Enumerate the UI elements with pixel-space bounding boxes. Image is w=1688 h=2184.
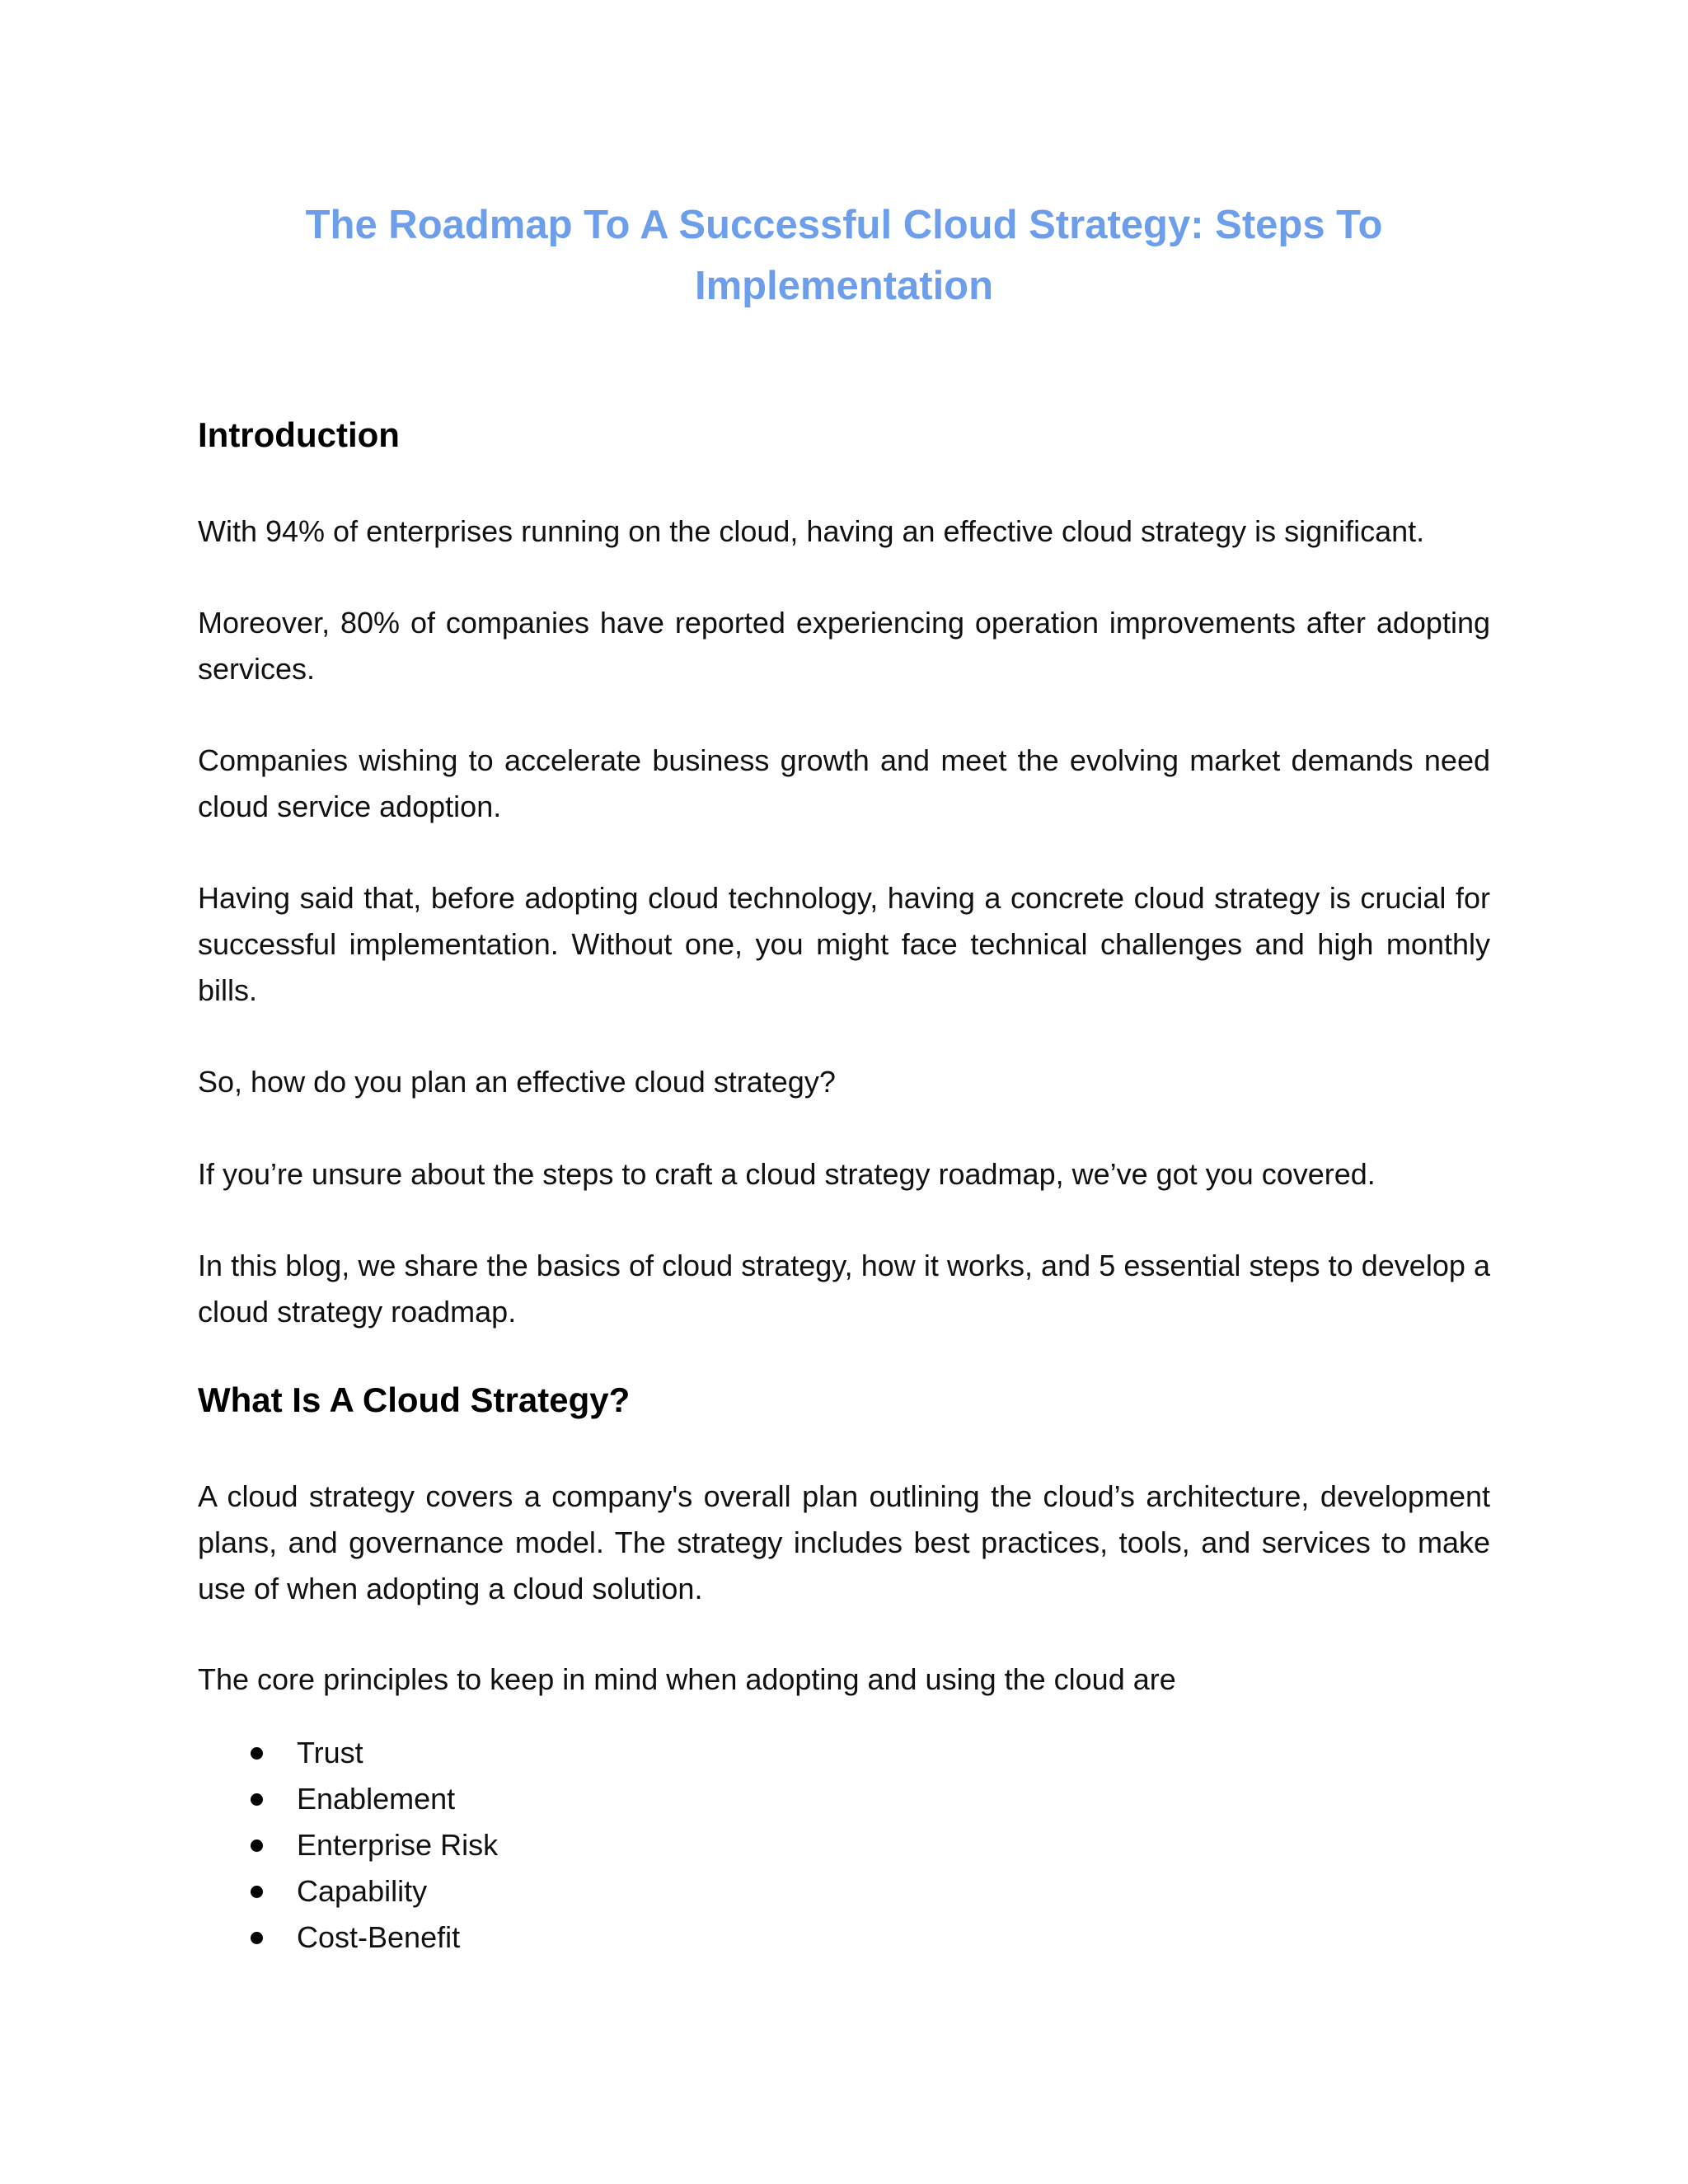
list-item-label: Enterprise Risk <box>297 1828 499 1862</box>
bullet-icon <box>251 1747 263 1760</box>
core-principles-list <box>198 1730 1490 1961</box>
intro-paragraph-3: Companies wishing to accelerate business growth and meet the evolving market demands need cloud service adoption. <box>198 743 1490 823</box>
list-item <box>198 1868 1490 1915</box>
list-item <box>198 1776 1490 1822</box>
title-line-1: The Roadmap To A Successful Cloud Strategy: Steps To <box>305 203 1383 247</box>
list-item-label: Cost-Benefit <box>297 1920 461 1954</box>
cloud-strategy-paragraph-2: The core principles to keep in mind when adopting and using the cloud are <box>198 1662 1176 1696</box>
bullet-icon <box>251 1932 263 1944</box>
list-item-label: Trust <box>297 1736 363 1769</box>
bullet-icon <box>251 1793 263 1806</box>
document-title <box>198 194 1490 316</box>
intro-paragraph-2: Moreover, 80% of companies have reported experiencing operation improvements after adopting services. <box>198 606 1490 686</box>
intro-paragraph-1: With 94% of enterprises running on the cloud, having an effective cloud strategy is significant. <box>198 514 1425 548</box>
list-item-label: Capability <box>297 1874 428 1908</box>
intro-paragraph-7: In this blog, we share the basics of cloud strategy, how it works, and 5 essential steps to develop a cloud strategy roadmap. <box>198 1249 1490 1329</box>
intro-paragraph-4: Having said that, before adopting cloud technology, having a concrete cloud strategy is crucial for successful implementation. Without one, you might face technical challenges and high monthly bills. <box>198 881 1490 1007</box>
list-item <box>198 1822 1490 1868</box>
list-item <box>198 1730 1490 1776</box>
cloud-strategy-paragraph-1: A cloud strategy covers a company's overall plan outlining the cloud’s architecture, development plans, and governance model. The strategy includes best practices, tools, and services to make use of when adopting a cloud solution. <box>198 1479 1490 1605</box>
list-item <box>198 1915 1490 1961</box>
bullet-icon <box>251 1840 263 1852</box>
heading-what-is-cloud-strategy: What Is A Cloud Strategy? <box>198 1380 631 1419</box>
intro-paragraph-5: So, how do you plan an effective cloud strategy? <box>198 1065 836 1099</box>
title-line-2: Implementation <box>694 264 994 308</box>
list-item-label: Enablement <box>297 1782 456 1816</box>
bullet-icon <box>251 1886 263 1898</box>
intro-paragraph-6: If you’re unsure about the steps to craft a cloud strategy roadmap, we’ve got you covered. <box>198 1157 1376 1191</box>
heading-introduction: Introduction <box>198 415 400 454</box>
